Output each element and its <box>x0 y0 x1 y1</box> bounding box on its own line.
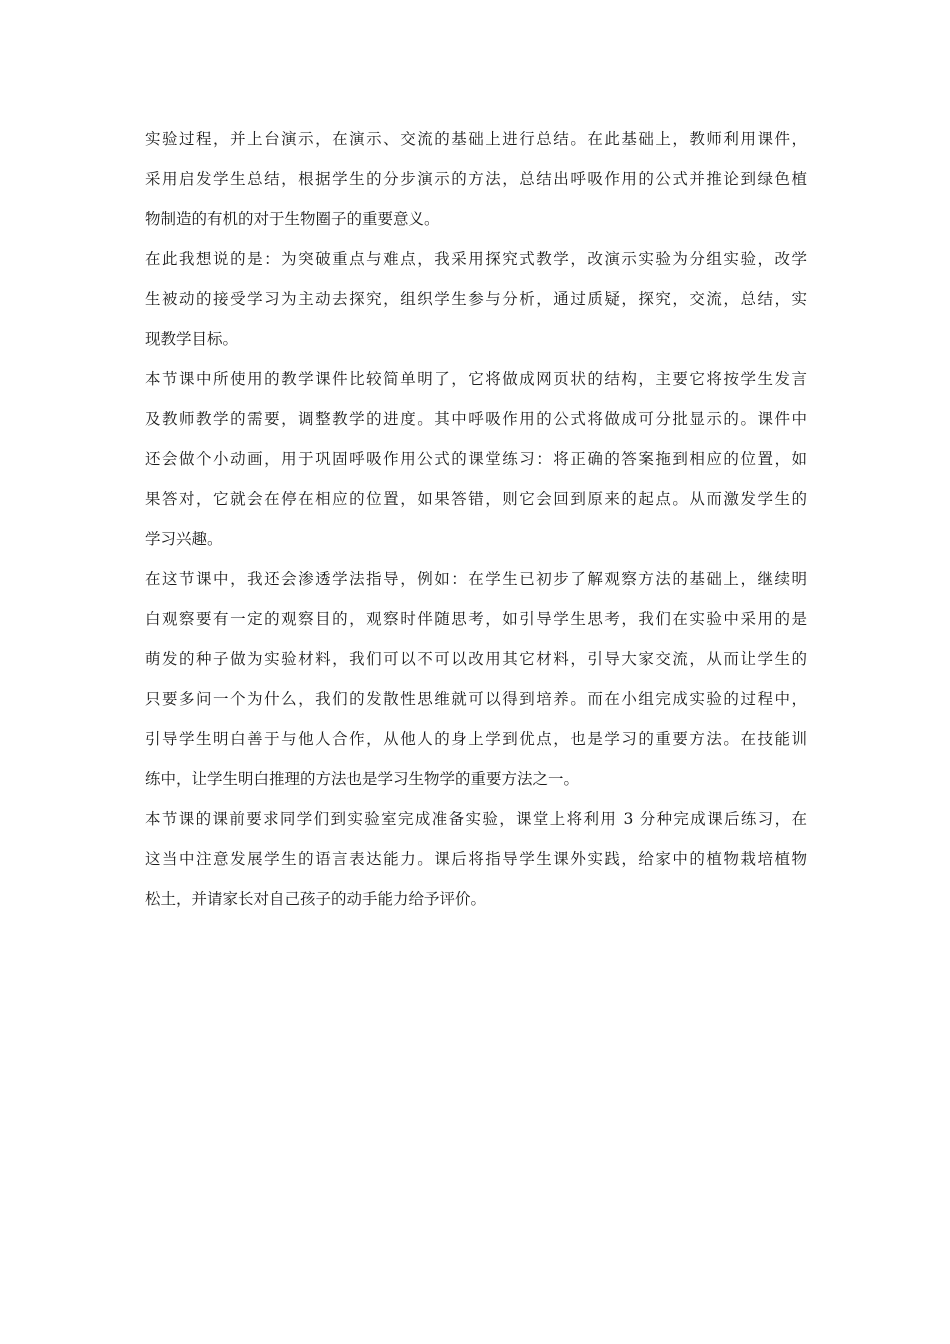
text-line: 采用启发学生总结，根据学生的分步演示的方法，总结出呼吸作用的公式并推论到绿色植 <box>145 170 807 188</box>
paragraph-method <box>145 239 807 359</box>
paragraph-learning-guidance <box>145 559 807 799</box>
text-line: 还会做个小动画，用于巩固呼吸作用公式的课堂练习：将正确的答案拖到相应的位置，如 <box>145 450 807 468</box>
text-line: 生被动的接受学习为主动去探究，组织学生参与分析，通过质疑，探究，交流，总结，实 <box>145 290 807 308</box>
text-line: 本节课中所使用的教学课件比较简单明了，它将做成网页状的结构，主要它将按学生发言 <box>145 370 807 388</box>
text-line: 果答对，它就会在停在相应的位置，如果答错，则它会回到原来的起点。从而激发学生的 <box>145 490 807 508</box>
text-line: 练中，让学生明白推理的方法也是学习生物学的重要方法之一。 <box>145 770 580 788</box>
text-line: 白观察要有一定的观察目的，观察时伴随思考，如引导学生思考，我们在实验中采用的是 <box>145 610 807 628</box>
text-line: 及教师教学的需要，调整教学的进度。其中呼吸作用的公式将做成可分批显示的。课件中 <box>145 410 807 428</box>
text-line: 在此我想说的是：为突破重点与难点，我采用探究式教学，改演示实验为分组实验，改学 <box>145 250 807 268</box>
paragraph-practice <box>145 799 807 919</box>
text-line: 在这节课中，我还会渗透学法指导，例如：在学生已初步了解观察方法的基础上，继续明 <box>145 570 807 588</box>
text-line: 现教学目标。 <box>145 330 239 348</box>
text-line: 学习兴趣。 <box>145 530 223 548</box>
text-line: 引导学生明白善于与他人合作，从他人的身上学到优点，也是学习的重要方法。在技能训 <box>145 730 807 748</box>
paragraph-courseware <box>145 359 807 559</box>
text-line: 本节课的课前要求同学们到实验室完成准备实验，课堂上将利用 3 分种完成课后练习，在 <box>145 810 807 828</box>
text-line: 萌发的种子做为实验材料，我们可以不可以改用其它材料，引导大家交流，从而让学生的 <box>145 650 807 668</box>
text-line: 物制造的有机的对于生物圈子的重要意义。 <box>145 210 440 228</box>
document-body <box>145 119 807 919</box>
text-line: 实验过程，并上台演示，在演示、交流的基础上进行总结。在此基础上，教师利用课件， <box>145 130 807 148</box>
paragraph-summary <box>145 119 807 239</box>
text-line: 松土，并请家长对自己孩子的动手能力给予评价。 <box>145 890 487 908</box>
text-line: 这当中注意发展学生的语言表达能力。课后将指导学生课外实践，给家中的植物栽培植物 <box>145 850 807 868</box>
text-line: 只要多问一个为什么，我们的发散性思维就可以得到培养。而在小组完成实验的过程中， <box>145 690 807 708</box>
